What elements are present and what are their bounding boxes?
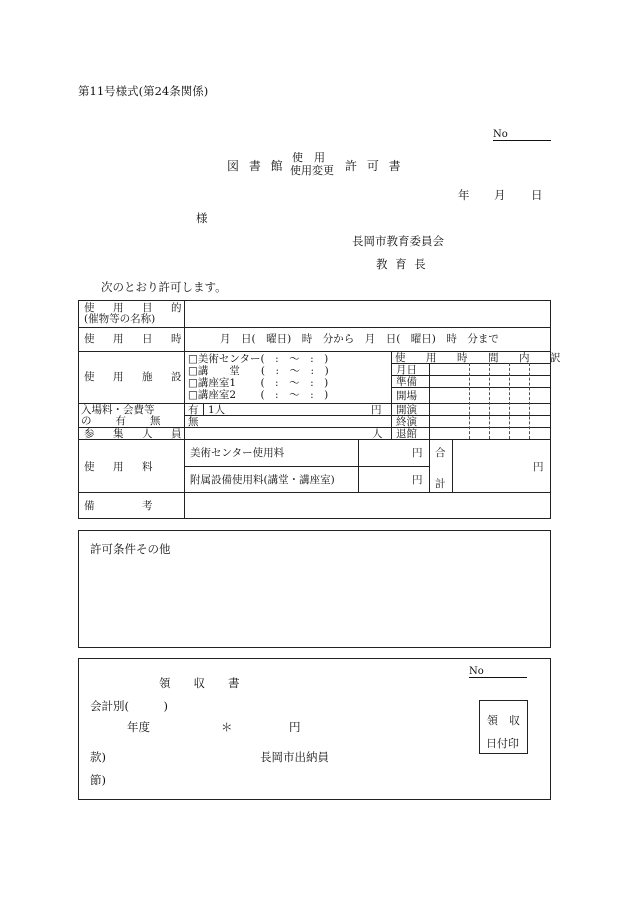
receipt-title: 領 収 書 xyxy=(159,676,240,690)
charge-art-center-yen: 円 xyxy=(412,447,423,459)
charge-equipment: 附属設備使用料(講堂・講座室) xyxy=(190,474,335,486)
facility-item-room2[interactable]: □講座室2 ( : 〜 : ) xyxy=(188,389,329,401)
fee-label: 入場料・会費等 xyxy=(81,404,155,416)
document-number-label: No xyxy=(493,129,551,141)
form-number: 第11号様式(第24条関係) xyxy=(78,84,209,98)
date-month: 月 xyxy=(494,188,506,202)
receipt-stamp-line2: 日付印 xyxy=(486,737,519,750)
date-day: 日 xyxy=(531,188,543,202)
datetime-value[interactable]: 月 日( 曜日) 時 分から 月 日( 曜日) 時 分まで xyxy=(220,333,499,345)
receipt-stamp-line1: 領 収 xyxy=(487,714,520,727)
conditions-label: 許可条件その他 xyxy=(90,542,171,556)
datetime-label: 使 用 日 時 xyxy=(84,333,186,345)
facility-label: 使 用 施 設 xyxy=(84,371,186,383)
purpose-input[interactable] xyxy=(185,301,550,326)
breakdown-row-start: 開演 xyxy=(396,404,417,416)
facility-item-room1[interactable]: □講座室1 ( : 〜 : ) xyxy=(188,377,329,389)
receipt-asterisk: ＊ xyxy=(221,720,233,734)
issuer-name: 長岡市教育委員会 xyxy=(352,234,444,248)
receipt-account[interactable]: 会計別( ) xyxy=(90,699,168,713)
title-prefix: 図 書 館 xyxy=(227,159,286,173)
title-top: 使 用 xyxy=(292,151,325,164)
fee-amount[interactable]: 1人 xyxy=(208,404,226,416)
receipt-kan: 款) xyxy=(90,750,106,764)
total-label-top: 合 xyxy=(435,447,446,459)
purpose-label: 使 用 目 的 xyxy=(84,302,186,314)
breakdown-row-prep: 準備 xyxy=(396,376,417,388)
purpose-sublabel: (催物等の名称) xyxy=(84,313,156,325)
addressee-suffix: 様 xyxy=(196,211,208,225)
breakdown-header: 使 用 時 間 内 訳 xyxy=(395,352,566,364)
receipt-number-label: No xyxy=(469,666,527,678)
total-label-bottom: 計 xyxy=(435,478,446,490)
attendance-label: 参 集 人 員 xyxy=(84,428,186,440)
remarks-input[interactable] xyxy=(185,493,550,518)
charge-art-center: 美術センター使用料 xyxy=(190,447,285,459)
fee-yes-option[interactable]: 有 xyxy=(188,404,199,416)
fee-sublabel: の 有 無 xyxy=(81,415,162,427)
breakdown-row-end: 終演 xyxy=(396,416,417,428)
facility-item-art-center[interactable]: □美術センター( : 〜 : ) xyxy=(188,353,329,365)
charge-label: 使 用 料 xyxy=(84,461,157,473)
issuer-title: 教 育 長 xyxy=(376,257,428,271)
breakdown-row-date: 月日 xyxy=(396,364,417,376)
breakdown-row-exit: 退館 xyxy=(396,428,417,440)
receipt-cashier: 長岡市出納員 xyxy=(260,750,329,764)
facility-item-hall[interactable]: □講 堂 ( : 〜 : ) xyxy=(188,365,329,377)
receipt-yen: 円 xyxy=(289,720,301,734)
attendance-unit: 人 xyxy=(372,428,383,440)
intro-text: 次のとおり許可します。 xyxy=(101,280,227,294)
fee-yen: 円 xyxy=(371,404,382,416)
fee-no-option[interactable]: 無 xyxy=(188,416,199,428)
total-yen: 円 xyxy=(533,461,544,473)
charge-equipment-yen: 円 xyxy=(412,474,423,486)
receipt-fiscal-year: 年度 xyxy=(127,720,150,734)
breakdown-row-open: 開場 xyxy=(396,390,417,402)
title-suffix: 許 可 書 xyxy=(345,159,404,173)
remarks-label: 備 考 xyxy=(84,500,157,512)
date-year: 年 xyxy=(458,188,470,202)
title-bottom: 使用変更 xyxy=(290,164,334,177)
receipt-setsu: 節) xyxy=(90,773,106,787)
